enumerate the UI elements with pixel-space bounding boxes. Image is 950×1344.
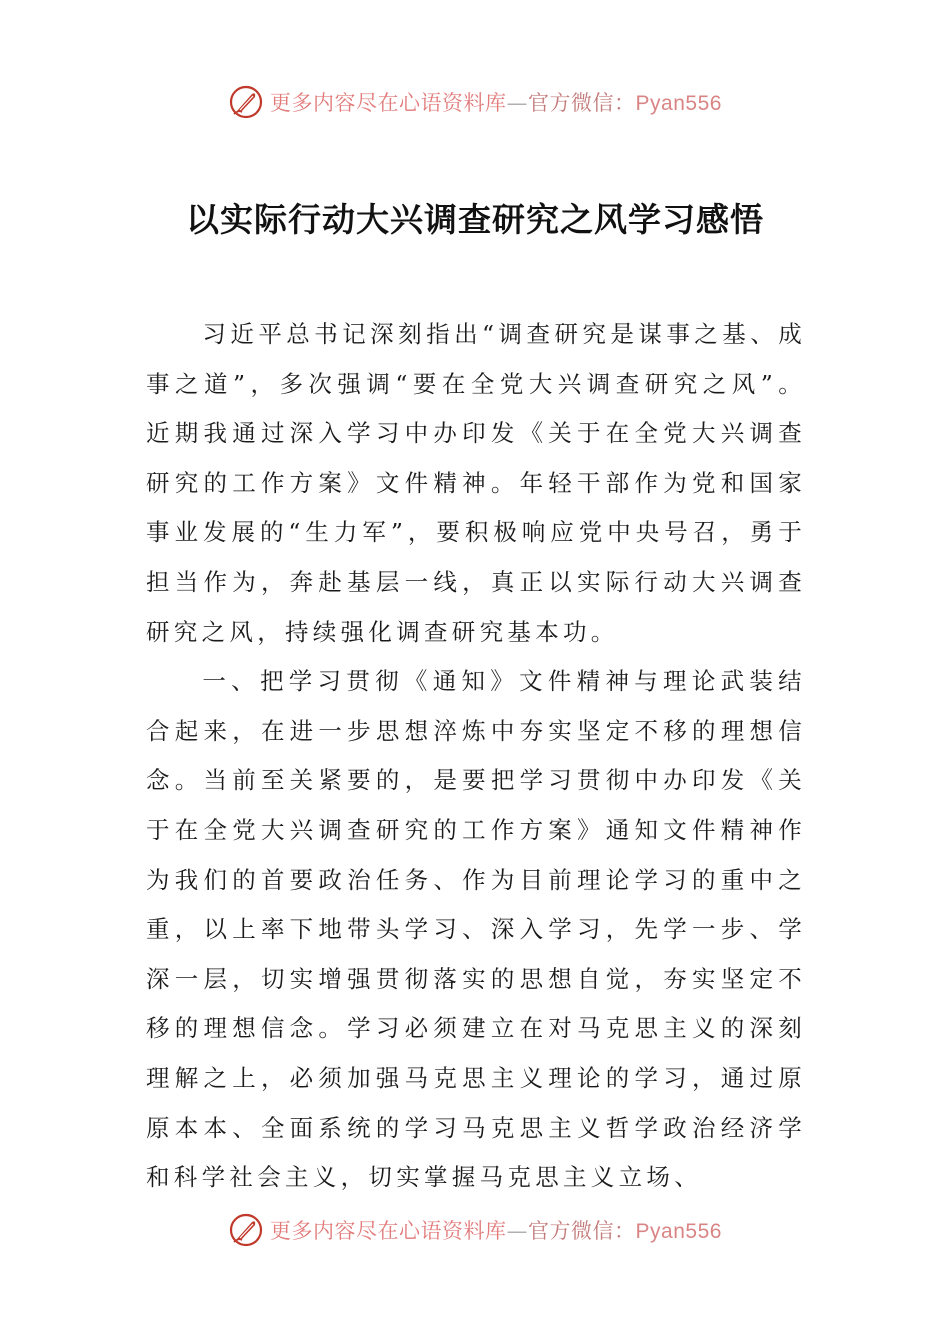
watermark-wechat-label: 官方微信： bbox=[528, 91, 636, 115]
watermark-brand: 更多内容尽在心语资料库 bbox=[270, 1219, 507, 1243]
footer-watermark-banner bbox=[0, 1208, 950, 1252]
watermark-wechat-id: Pyan556 bbox=[635, 92, 722, 115]
watermark-wechat-id: Pyan556 bbox=[635, 1220, 722, 1243]
watermark-text bbox=[270, 1215, 722, 1245]
quill-logo-icon bbox=[228, 1212, 264, 1248]
header-watermark-banner bbox=[0, 80, 950, 124]
watermark-text bbox=[270, 87, 722, 117]
watermark-separator: — bbox=[506, 1219, 529, 1243]
quill-logo-icon bbox=[228, 84, 264, 120]
body-paragraph-section-one: 一、把学习贯彻《通知》文件精神与理论武装结合起来，在进一步思想淬炼中夯实坚定不移的理想信念。当前至关紧要的，是要把学习贯彻中办印发《关于在全党大兴调查研究的工作方案》通知文件精神作为我们的首要政治任务、作为目前理论学习的重中之重，以上率下地带头学习、深入学习，先学一步、学深一层，切实增强贯彻落实的思想自觉，夯实坚定不移的理想信念。学习必须建立在对马克思主义的深刻理解之上，必须加强马克思主义理论的学习，通过原原本本、全面系统的学习马克思主义哲学政治经济学和科学社会主义，切实掌握马克思主义立场、 bbox=[146, 667, 806, 1192]
watermark-brand: 更多内容尽在心语资料库 bbox=[270, 91, 507, 115]
watermark-wechat-label: 官方微信： bbox=[528, 1219, 636, 1243]
watermark-separator: — bbox=[506, 91, 529, 115]
document-title: 以实际行动大兴调查研究之风学习感悟 bbox=[186, 200, 764, 240]
document-body bbox=[146, 310, 806, 1203]
body-paragraph-intro: 习近平总书记深刻指出“调查研究是谋事之基、成事之道”，多次强调“要在全党大兴调查研究之风”。近期我通过深入学习中办印发《关于在全党大兴调查研究的工作方案》文件精神。年轻干部作为党和国家事业发展的“生力军”，要积极响应党中央号召，勇于担当作为，奔赴基层一线，真正以实际行动大兴调查研究之风，持续强化调查研究基本功。 bbox=[146, 320, 806, 646]
